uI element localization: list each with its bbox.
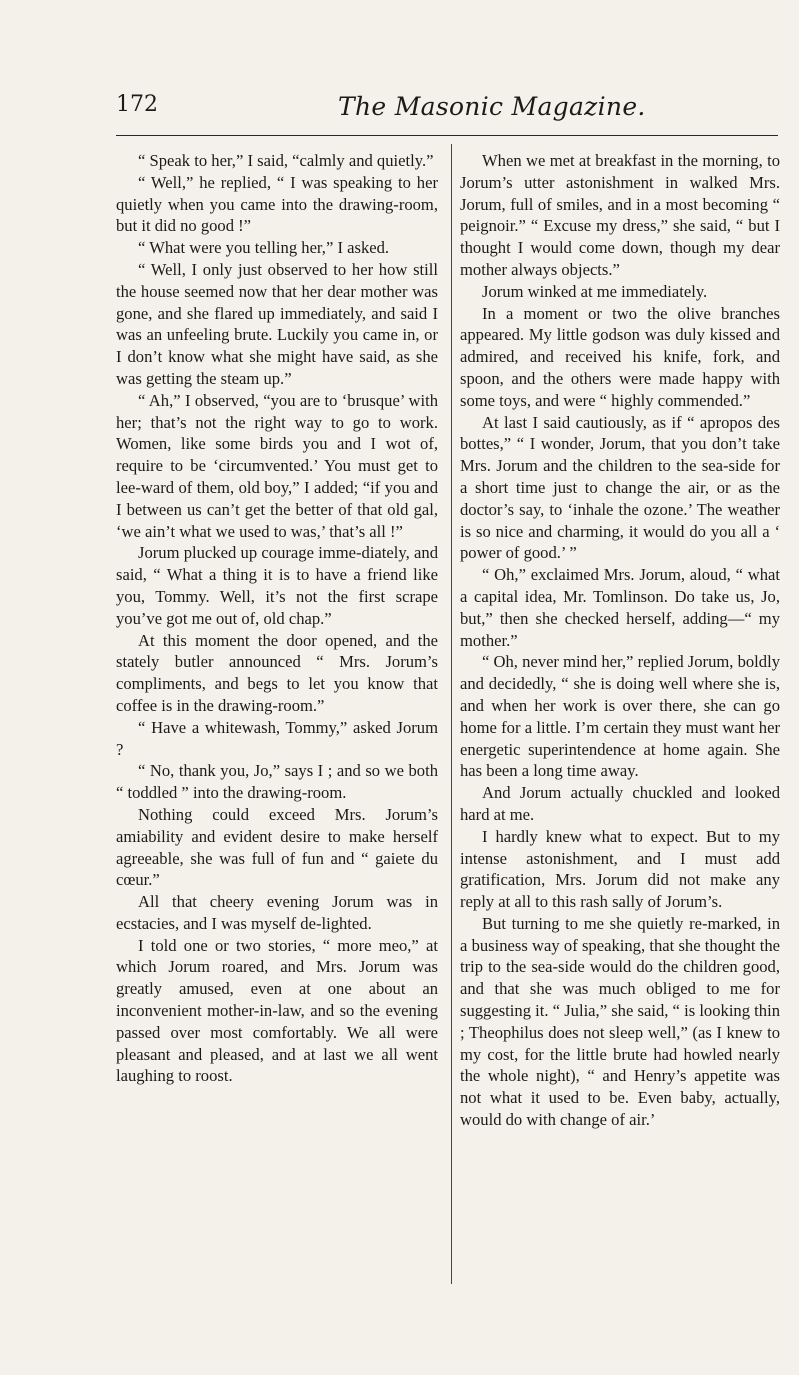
- paragraph: Nothing could exceed Mrs. Jorum’s amiability and evident desire to make herself agreeable, she was full of fun and “ gaiete du cœur.”: [116, 804, 438, 890]
- paragraph: In a moment or two the olive branches appeared. My little godson was duly kissed and admired, and received his knife, fork, and spoon, and the others were made happy with some toys, and were “ highly commended.”: [460, 303, 780, 410]
- paragraph: At this moment the door opened, and the stately butler announced “ Mrs. Jorum’s compliments, and begs to let you know that coffee is in the drawing-room.”: [116, 630, 438, 715]
- running-head: The Masonic Magazine.: [338, 92, 646, 121]
- paragraph: I hardly knew what to expect. But to my intense astonishment, and I must add gratification, Mrs. Jorum did not make any reply at all to this rash sally of Jorum’s.: [460, 826, 780, 912]
- paragraph: “ Oh,” exclaimed Mrs. Jorum, aloud, “ what a capital idea, Mr. Tomlinson. Do take us, Jo, but,” then she checked herself, adding—“ my mother.”: [460, 565, 780, 650]
- right-column: [460, 150, 780, 1131]
- column-divider: [451, 144, 452, 1284]
- header-rule: [116, 135, 778, 136]
- paragraph: “ Have a whitewash, Tommy,” asked Jorum ?: [116, 717, 438, 759]
- paragraph: All that cheery evening Jorum was in ecstacies, and I was myself de-lighted.: [116, 892, 438, 933]
- paragraph: At last I said cautiously, as if “ apropos des bottes,” “ I wonder, Jorum, that you don’t take Mrs. Jorum and the children to the sea-side for a short time just to change the air, or as the doctor’s say, to ‘inhale the ozone.’ The weather is so nice and charming, it would do you all a ‘ power of good.’ ”: [460, 412, 780, 563]
- paragraph: Jorum plucked up courage imme-diately, and said, “ What a thing it is to have a friend like you, Tommy. Well, it’s not the first scrape you’ve got me out of, old chap.”: [116, 543, 438, 628]
- paragraph: “ Well, I only just observed to her how still the house seemed now that her dear mother was gone, and she flared up immediately, and said I was an unfeeling brute. Luckily you came in, or I don’t know what she might have said, as she was getting the steam up.”: [116, 259, 438, 388]
- page-header: [116, 92, 776, 130]
- paragraph: “ Oh, never mind her,” replied Jorum, boldly and decidedly, “ she is doing well where she is, and when her work is over there, she can go home for a little. I’m certain they must want her energetic superintendence at home again. She has been a long time away.: [460, 652, 780, 781]
- paragraph: “ No, thank you, Jo,” says I ; and so we both “ toddled ” into the drawing-room.: [116, 761, 438, 803]
- paragraph: “ Ah,” I observed, “you are to ‘brusque’ with her; that’s not the right way to go to work. Women, like some birds you and I wot of, require to be ‘circumvented.’ You must get to lee-ward of them, old boy,” I added; “if you and I between us can’t get the better of that old gal, ‘we ain’t what we used to was,’ that’s all !”: [116, 390, 438, 541]
- paragraph: I told one or two stories, “ more meo,” at which Jorum roared, and Mrs. Jorum was greatly amused, even at one about an inconvenient mother-in-law, and so the evening passed over most comfortably. We all were pleasant and pleased, and at last we all went laughing to roost.: [116, 935, 438, 1086]
- paragraph: “ Well,” he replied, “ I was speaking to her quietly when you came into the drawing-room, but it did no good !”: [116, 172, 438, 236]
- paragraph: When we met at breakfast in the morning, to Jorum’s utter astonishment in walked Mrs. Jorum, full of smiles, and in a most becoming “ peignoir.” “ Excuse my dress,” she said, “ but I thought I would come down, though my dear mother always objects.”: [460, 151, 780, 279]
- paragraph: “ Speak to her,” I said, “calmly and quietly.”: [138, 151, 434, 170]
- paragraph: And Jorum actually chuckled and looked hard at me.: [460, 783, 780, 824]
- paragraph: But turning to me she quietly re-marked, in a business way of speaking, that she thought the trip to the sea-side would do the children good, and that she was much obliged to me for suggesting it. “ Julia,” she said, “ is looking thin ; Theophilus does not sleep well,” (as I knew to my cost, for the little brute had howled nearly the whole night), “ and Henry’s appetite was not what it used to be. Even baby, actually, would do with change of air.’: [460, 913, 780, 1130]
- paragraph: “ What were you telling her,” I asked.: [138, 238, 390, 258]
- page-number: 172: [116, 92, 158, 117]
- left-column: [116, 150, 438, 1087]
- paragraph: Jorum winked at me immediately.: [482, 281, 708, 301]
